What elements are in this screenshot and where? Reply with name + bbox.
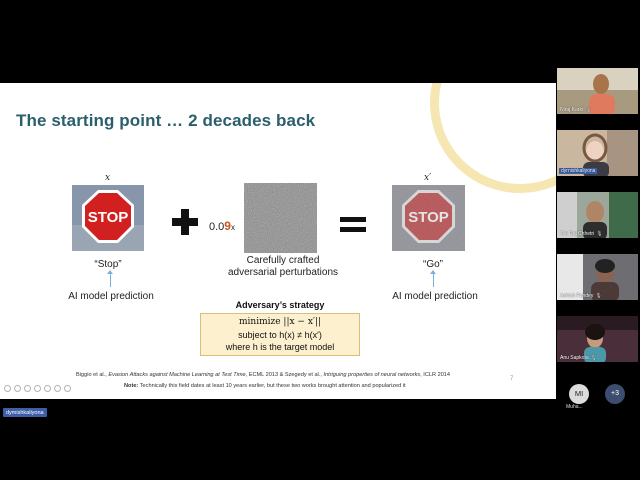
mic-icon: 🎙: [585, 107, 592, 113]
stop-label: “Stop”: [94, 259, 122, 270]
pen-icon[interactable]: [24, 385, 31, 392]
next-slide-icon[interactable]: [14, 385, 21, 392]
participant-name: Anu Sapkota 🎙: [560, 355, 597, 361]
adversarial-noise-image: [244, 183, 317, 253]
presenter-name-tag: dymishkaliyona: [3, 408, 47, 417]
participant-tile-niraj[interactable]: [557, 68, 638, 114]
slide-title: The starting point … 2 decades back: [16, 111, 316, 130]
noise-pattern: [244, 183, 317, 253]
previous-slide-icon[interactable]: [4, 385, 11, 392]
mic-icon: 🎙: [596, 231, 603, 237]
participant-name: Niraj Karki 🎙: [560, 107, 592, 113]
epsilon-digit: 9: [224, 219, 231, 233]
participant-tile-anu[interactable]: [557, 316, 638, 362]
noisy-stop-sign-text: STOP: [408, 209, 449, 226]
participant-name: Tek Raj Chhetri 🎙: [560, 231, 603, 237]
strategy-line-2: subject to h(x) ≠ h(x′): [238, 329, 322, 340]
strategy-title: Adversary’s strategy: [235, 300, 325, 310]
decorative-arc: [430, 83, 556, 193]
x-prime-label: x′: [424, 173, 432, 183]
citation-venue1: , ECML 2013 & Szegedy et al.,: [245, 372, 324, 378]
stop-sign-icon: [72, 185, 144, 251]
right-prediction-label: AI model prediction: [392, 291, 478, 302]
laser-icon[interactable]: [34, 385, 41, 392]
up-arrow-icon: [110, 273, 111, 287]
plus-icon: [172, 209, 198, 235]
citation: [76, 372, 450, 378]
mic-icon: 🎙: [595, 293, 602, 299]
participant-tile-tekraj[interactable]: [557, 192, 638, 238]
epsilon-value: [209, 219, 235, 233]
overflow-participants: [557, 376, 638, 412]
x-label: x: [105, 173, 111, 183]
go-label: “Go”: [423, 259, 443, 270]
more-options-icon[interactable]: [64, 385, 71, 392]
epsilon-times: x: [230, 223, 235, 232]
clean-stop-sign-image: [72, 185, 144, 251]
strategy-box: [200, 313, 360, 356]
note-label: Note:: [124, 383, 139, 389]
strategy-line-3: where h is the target model: [225, 342, 335, 352]
citation-authors1: Biggio et al.,: [76, 372, 109, 378]
participant-tile-dyrnishkaliyona[interactable]: [557, 130, 638, 176]
presentation-slide: [0, 83, 556, 399]
noise-caption-line1: Carefully crafted: [246, 255, 320, 266]
strategy-line-1: minimize ||x − x′||: [238, 317, 321, 327]
note-text: Technically this field dates at least 10 years earlier, but these two works brought attention and popularized it: [138, 383, 406, 389]
equals-icon: [340, 217, 366, 233]
participant-name: Ashish Pandey 🎙: [560, 293, 602, 299]
slide-controls: [4, 385, 71, 392]
left-prediction-label: AI model prediction: [68, 291, 154, 302]
participant-avatar[interactable]: MI: [569, 384, 589, 404]
noise-caption-line2: adversarial perturbations: [227, 267, 339, 278]
page-number: 7: [510, 376, 514, 382]
more-participants-button[interactable]: +3: [605, 384, 625, 404]
epsilon-prefix: 0.0: [209, 221, 225, 233]
citation-title2: Intriguing properties of neural networks: [323, 372, 421, 378]
participant-name: dyrnishkaliyona: [561, 168, 596, 174]
up-arrow-icon: [433, 273, 434, 287]
zoom-icon[interactable]: [44, 385, 51, 392]
citation-title1: Evasion Attacks against Machine Learning at Test Time: [108, 372, 246, 378]
participant-tile-ashish[interactable]: [557, 254, 638, 300]
stop-sign-text: STOP: [87, 209, 129, 226]
participant-name: Muha...: [566, 404, 583, 410]
mic-icon: 🎙: [590, 355, 597, 361]
grid-icon[interactable]: [54, 385, 61, 392]
noisy-stop-sign-icon: [392, 185, 465, 251]
adversarial-stop-sign-image: [392, 185, 465, 251]
citation-venue2: , ICLR 2014: [420, 372, 451, 378]
slide-note: [124, 383, 406, 389]
